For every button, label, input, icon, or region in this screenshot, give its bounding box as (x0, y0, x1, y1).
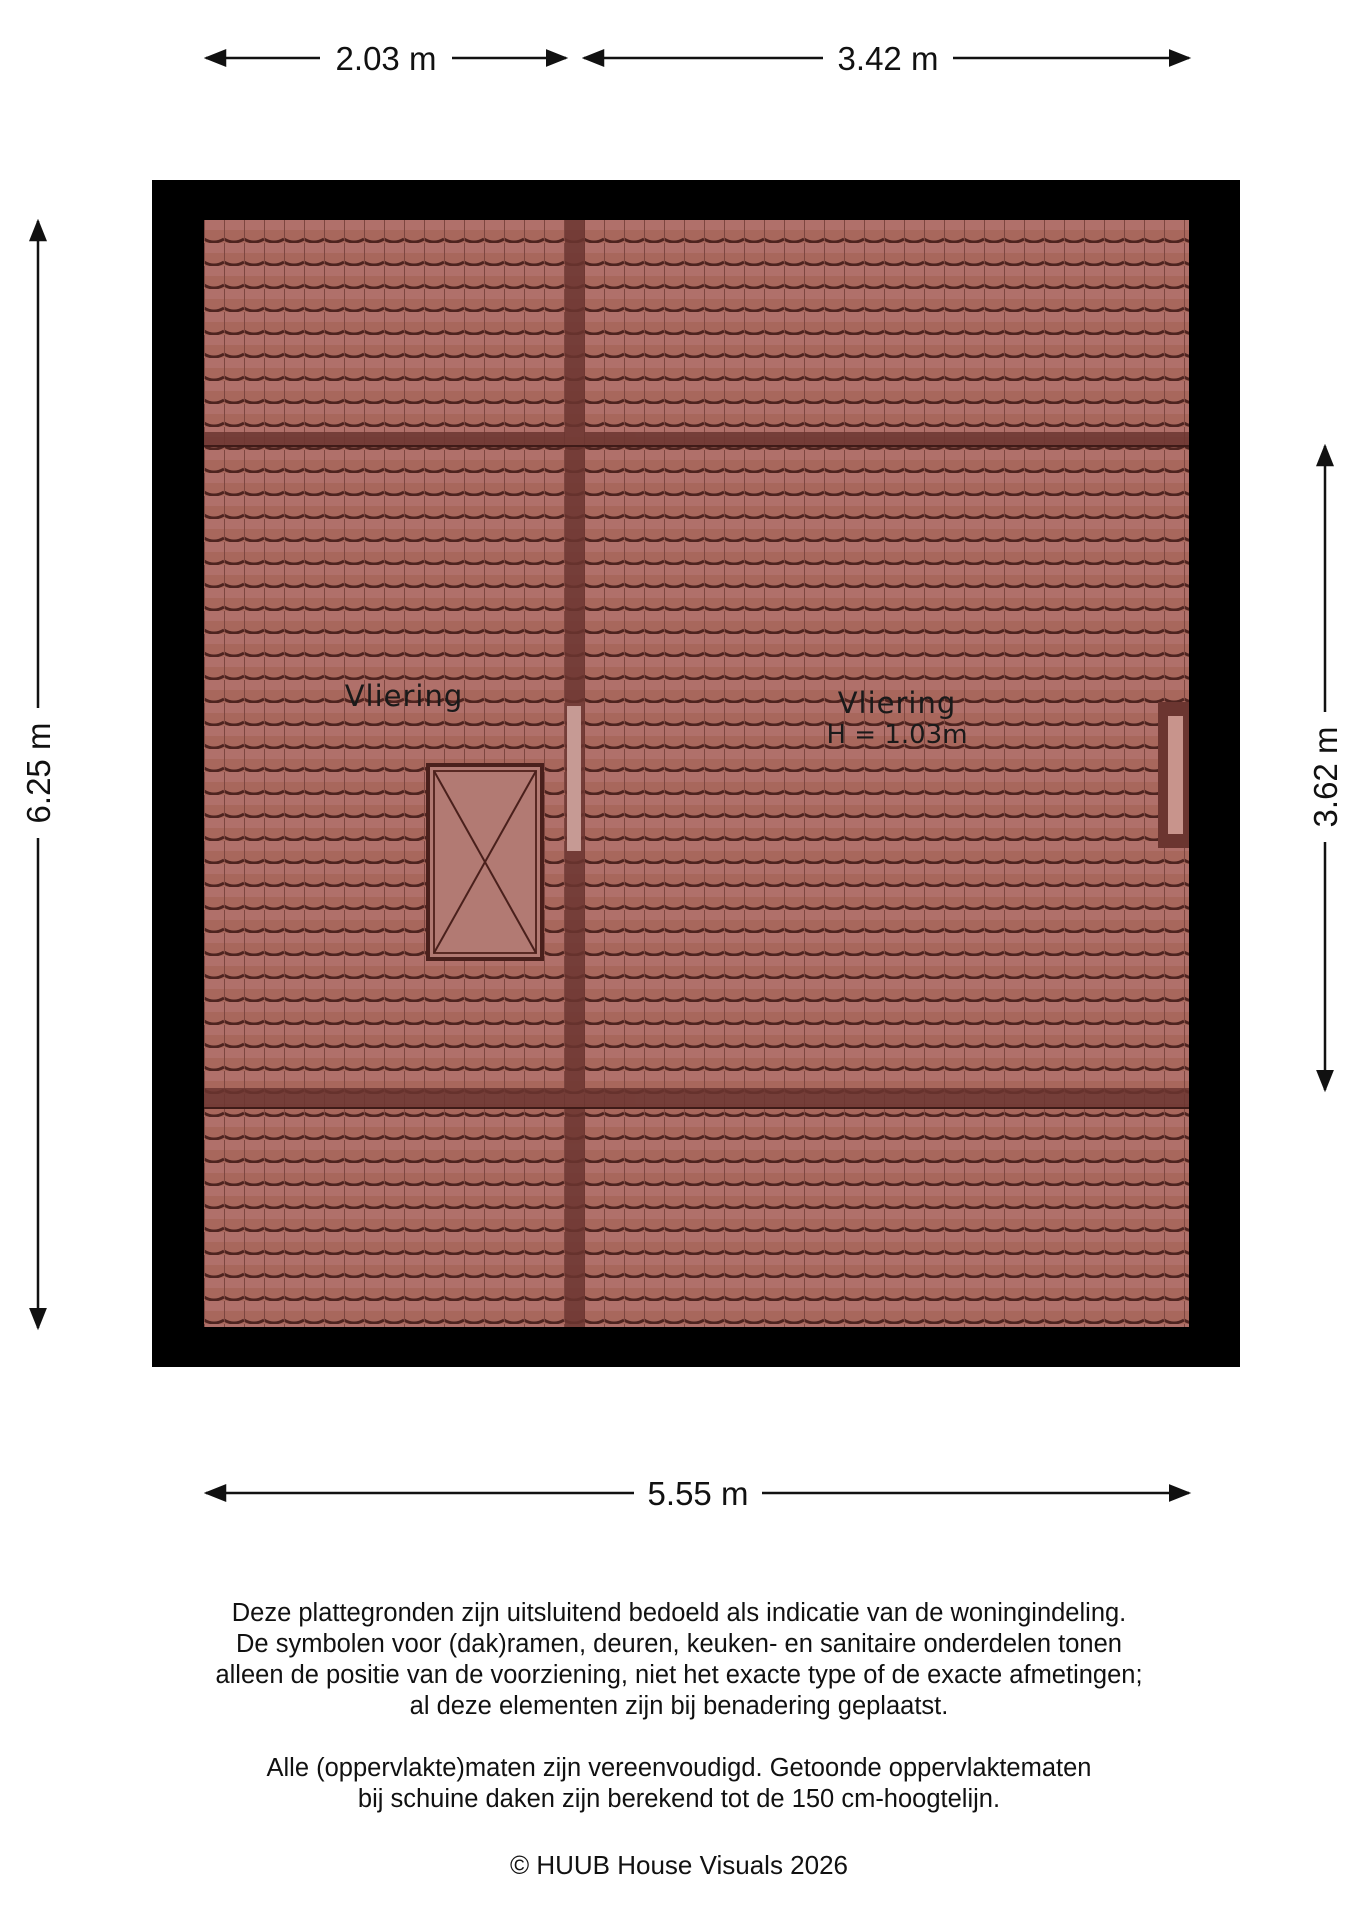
dimension-left (20, 221, 57, 1328)
dimension-top-right (584, 40, 1189, 77)
disclaimer (0, 1598, 1358, 1815)
wall-window (1158, 702, 1189, 848)
roof-hatch-icon (428, 765, 542, 959)
dimension-top-left (206, 40, 566, 77)
dimension-right (1307, 446, 1344, 1090)
disclaimer-line: al deze elementen zijn bij benadering geplaatst. (409, 1692, 949, 1720)
roof-tiles (204, 220, 1189, 1327)
dimension-label-top-right: 3.42 m (837, 40, 939, 77)
dimension-label-right: 3.62 m (1307, 726, 1344, 828)
dimension-label-top-left: 2.03 m (335, 40, 437, 77)
copyright: © HUUB House Visuals 2026 (509, 1850, 849, 1880)
door-strip (567, 706, 581, 851)
room-label-left: Vliering (344, 679, 464, 713)
disclaimer-line: De symbolen voor (dak)ramen, deuren, keuken- en sanitaire onderdelen tonen (236, 1630, 1122, 1658)
disclaimer-line: Alle (oppervlakte)maten zijn vereenvoudigd. Getoonde oppervlaktematen (266, 1754, 1092, 1782)
dimension-bottom (206, 1475, 1189, 1512)
disclaimer-line: alleen de positie van de voorziening, niet het exacte type of de exacte afmetingen; (215, 1661, 1143, 1689)
disclaimer-line: Deze plattegronden zijn uitsluitend bedoeld als indicatie van de woningindeling. (231, 1599, 1127, 1627)
dimension-label-left: 6.25 m (20, 722, 57, 824)
room-label-right: Vliering (837, 686, 957, 720)
disclaimer-line: bij schuine daken zijn berekend tot de 150 cm-hoogtelijn. (357, 1785, 1001, 1813)
room-height-right: H = 1.03m (826, 720, 968, 750)
dimension-label-bottom: 5.55 m (647, 1475, 749, 1512)
